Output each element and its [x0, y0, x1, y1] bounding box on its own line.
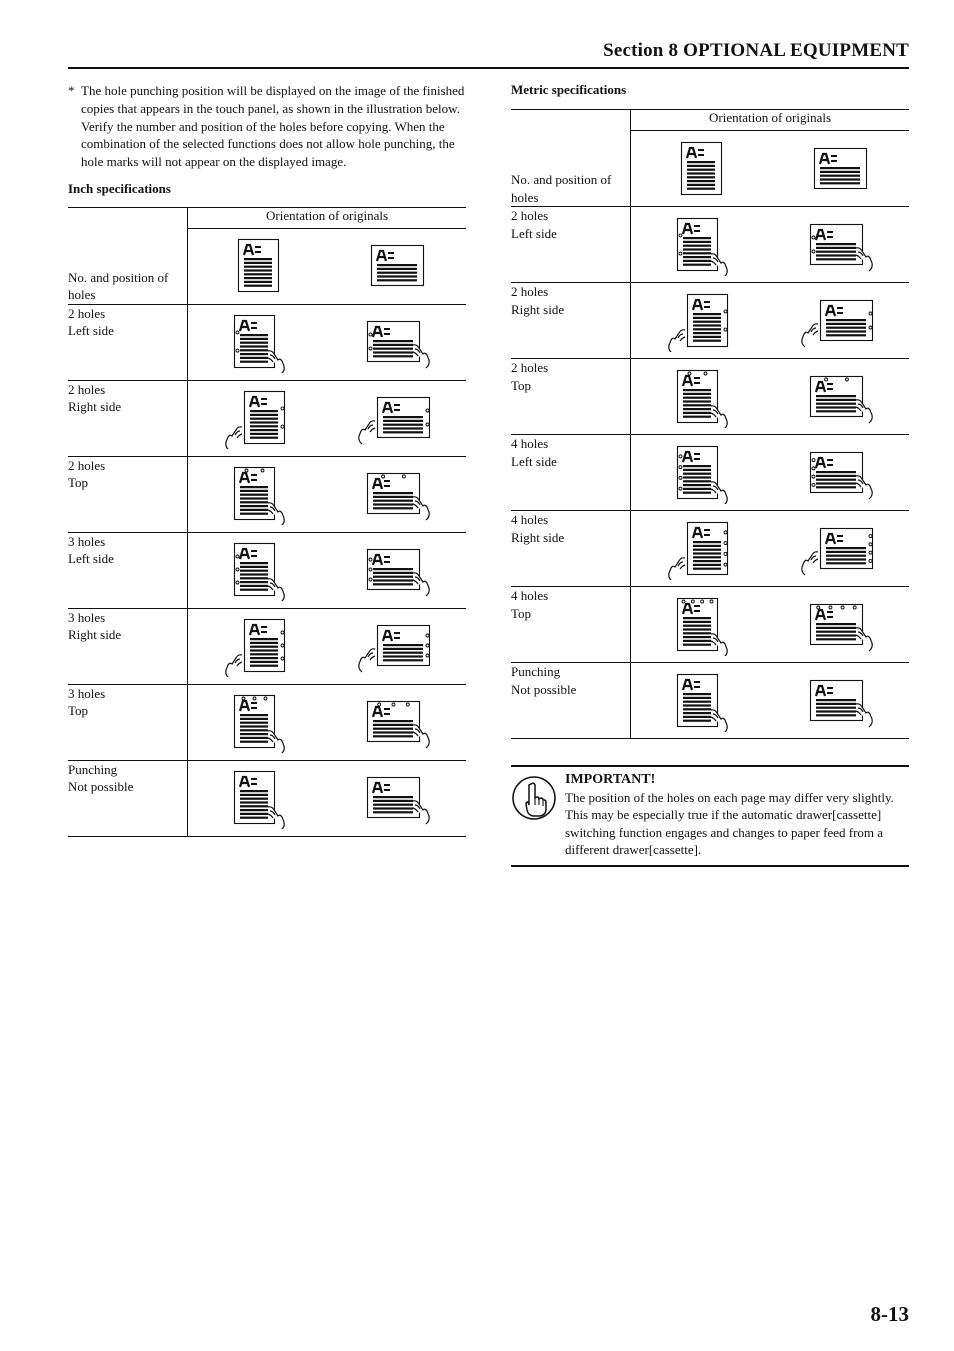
- punch-illustrations: [188, 685, 466, 760]
- hole-count-label: 2 holes: [511, 284, 549, 299]
- row-label: [68, 304, 188, 380]
- note-text: The hole punching position will be displayed on the image of the finished copies that appears in the touch panel, as shown in the illustration below. Verify the number and position of the holes before copying. When the combination of the selected functions does not allow hole punching, the hole marks will not appear on the displayed image.: [81, 83, 465, 170]
- portrait-page-icon: [661, 138, 741, 200]
- spec-row: [511, 435, 909, 511]
- important-text: The position of the holes on each page may differ very slightly. This may be especially true if the automatic drawer[cassette] switching function engages and changes to paper feed from a different drawer[cassette].: [565, 789, 894, 858]
- punch-illustrations: [631, 283, 909, 358]
- hole-count-label: 4 holes: [511, 512, 549, 527]
- spec-row: [511, 207, 909, 283]
- punch-illustrations: [631, 511, 909, 586]
- punch-illustrations: [631, 587, 909, 662]
- page-number: 8-13: [870, 1302, 909, 1326]
- spec-row: [511, 283, 909, 359]
- portrait-page-icon: [661, 670, 741, 732]
- section-title: Section 8 OPTIONAL EQUIPMENT: [603, 40, 909, 61]
- hole-count-label: 2 holes: [511, 208, 549, 223]
- punch-illustrations: [188, 761, 466, 836]
- hole-position-label: Left side: [68, 323, 114, 339]
- row-label: [511, 207, 631, 283]
- hole-count-label: 3 holes: [68, 685, 106, 701]
- punch-illustrations: [631, 207, 909, 282]
- row-label: [68, 380, 188, 456]
- hole-count-label: 4 holes: [511, 436, 549, 451]
- portrait-page-icon: [661, 594, 741, 656]
- portrait-page-icon: [218, 615, 298, 677]
- row-label: [68, 532, 188, 608]
- portrait-page-icon: [218, 235, 298, 297]
- landscape-page-icon: [800, 366, 880, 428]
- spec-row: [68, 304, 466, 380]
- portrait-page-icon: [661, 214, 741, 276]
- row-label: [511, 283, 631, 359]
- hole-position-note: [68, 82, 466, 171]
- hole-position-label: Top: [511, 377, 532, 393]
- hole-count-label: 3 holes: [68, 609, 106, 625]
- row-header: No. and position of holes: [68, 228, 188, 304]
- row-label: [511, 435, 631, 511]
- row-label: [68, 456, 188, 532]
- hole-count-label: Punching: [68, 761, 118, 777]
- portrait-page-icon: [218, 767, 298, 829]
- orientation-header: Orientation of originals: [188, 207, 467, 228]
- orientation-header: Orientation of originals: [631, 110, 910, 131]
- left-column: [68, 82, 466, 837]
- punch-illustrations: [188, 457, 466, 532]
- spec-row: [68, 760, 466, 836]
- landscape-page-icon: [800, 518, 880, 580]
- punch-illustrations: [631, 359, 909, 434]
- spec-row: [511, 511, 909, 587]
- portrait-page-icon: [218, 691, 298, 753]
- landscape-page-icon: [357, 691, 437, 753]
- portrait-page-icon: [661, 290, 741, 352]
- portrait-page-icon: [661, 366, 741, 428]
- landscape-page-icon: [357, 539, 437, 601]
- row-label: [511, 511, 631, 587]
- note-bullet: *: [68, 83, 75, 98]
- row-label: [511, 587, 631, 663]
- row-header: No. and position of holes: [511, 131, 631, 207]
- spec-row: [68, 608, 466, 684]
- hole-count-label: 2 holes: [68, 305, 106, 321]
- portrait-page-icon: [661, 442, 741, 504]
- landscape-page-icon: [800, 670, 880, 732]
- hole-count-label: Punching: [511, 664, 561, 679]
- landscape-page-icon: [800, 442, 880, 504]
- right-column: [511, 82, 909, 739]
- metric-spec-title: Metric specifications: [511, 82, 627, 97]
- hole-position-label: Right side: [68, 627, 122, 643]
- landscape-page-icon: [357, 767, 437, 829]
- hole-position-label: Top: [68, 475, 89, 491]
- hole-position-label: Left side: [68, 551, 114, 567]
- hole-count-label: 2 holes: [68, 381, 106, 397]
- hole-count-label: 2 holes: [68, 457, 106, 473]
- spec-row: [68, 456, 466, 532]
- punch-illustrations: [188, 305, 466, 380]
- landscape-page-icon: [800, 214, 880, 276]
- portrait-page-icon: [218, 311, 298, 373]
- punch-illustrations: [631, 663, 909, 738]
- hole-position-label: Left side: [511, 225, 557, 241]
- inch-spec-title: Inch specifications: [68, 180, 171, 196]
- landscape-page-icon: [800, 290, 880, 352]
- row-label: [68, 760, 188, 836]
- hole-count-label: 2 holes: [511, 360, 549, 375]
- metric-spec-table: [511, 109, 909, 739]
- spec-row: [511, 587, 909, 663]
- row-label: [68, 684, 188, 760]
- landscape-page-icon: [800, 138, 880, 200]
- hole-position-label: Right side: [511, 529, 565, 545]
- punch-illustrations: [188, 381, 466, 456]
- punch-illustrations: [188, 609, 466, 684]
- landscape-page-icon: [357, 615, 437, 677]
- pointing-hand-icon: [511, 771, 565, 859]
- punch-illustrations: [631, 435, 909, 510]
- hole-position-label: Left side: [511, 453, 557, 469]
- row-label: [511, 663, 631, 739]
- spec-row: [68, 684, 466, 760]
- portrait-page-icon: [218, 539, 298, 601]
- hole-position-label: Top: [511, 605, 532, 621]
- spec-row: [68, 532, 466, 608]
- landscape-page-icon: [800, 594, 880, 656]
- original-orientation-icons: [631, 131, 909, 206]
- landscape-page-icon: [357, 235, 437, 297]
- portrait-page-icon: [218, 387, 298, 449]
- hole-position-label: Not possible: [68, 779, 134, 795]
- row-label: [68, 608, 188, 684]
- spec-row: [511, 359, 909, 435]
- portrait-page-icon: [218, 463, 298, 525]
- hole-count-label: 4 holes: [511, 588, 549, 603]
- important-title: IMPORTANT!: [565, 772, 656, 787]
- hole-position-label: Right side: [68, 399, 122, 415]
- row-label: [511, 359, 631, 435]
- landscape-page-icon: [357, 387, 437, 449]
- hole-position-label: Not possible: [511, 681, 577, 697]
- portrait-page-icon: [661, 518, 741, 580]
- landscape-page-icon: [357, 311, 437, 373]
- inch-spec-table: [68, 207, 466, 837]
- page-header: [68, 40, 909, 69]
- spec-row: [68, 380, 466, 456]
- original-orientation-icons: [188, 229, 466, 304]
- hole-position-label: Top: [68, 703, 89, 719]
- spec-row: [511, 663, 909, 739]
- punch-illustrations: [188, 533, 466, 608]
- landscape-page-icon: [357, 463, 437, 525]
- hole-position-label: Right side: [511, 301, 565, 317]
- important-notice: [511, 765, 909, 867]
- hole-count-label: 3 holes: [68, 533, 106, 549]
